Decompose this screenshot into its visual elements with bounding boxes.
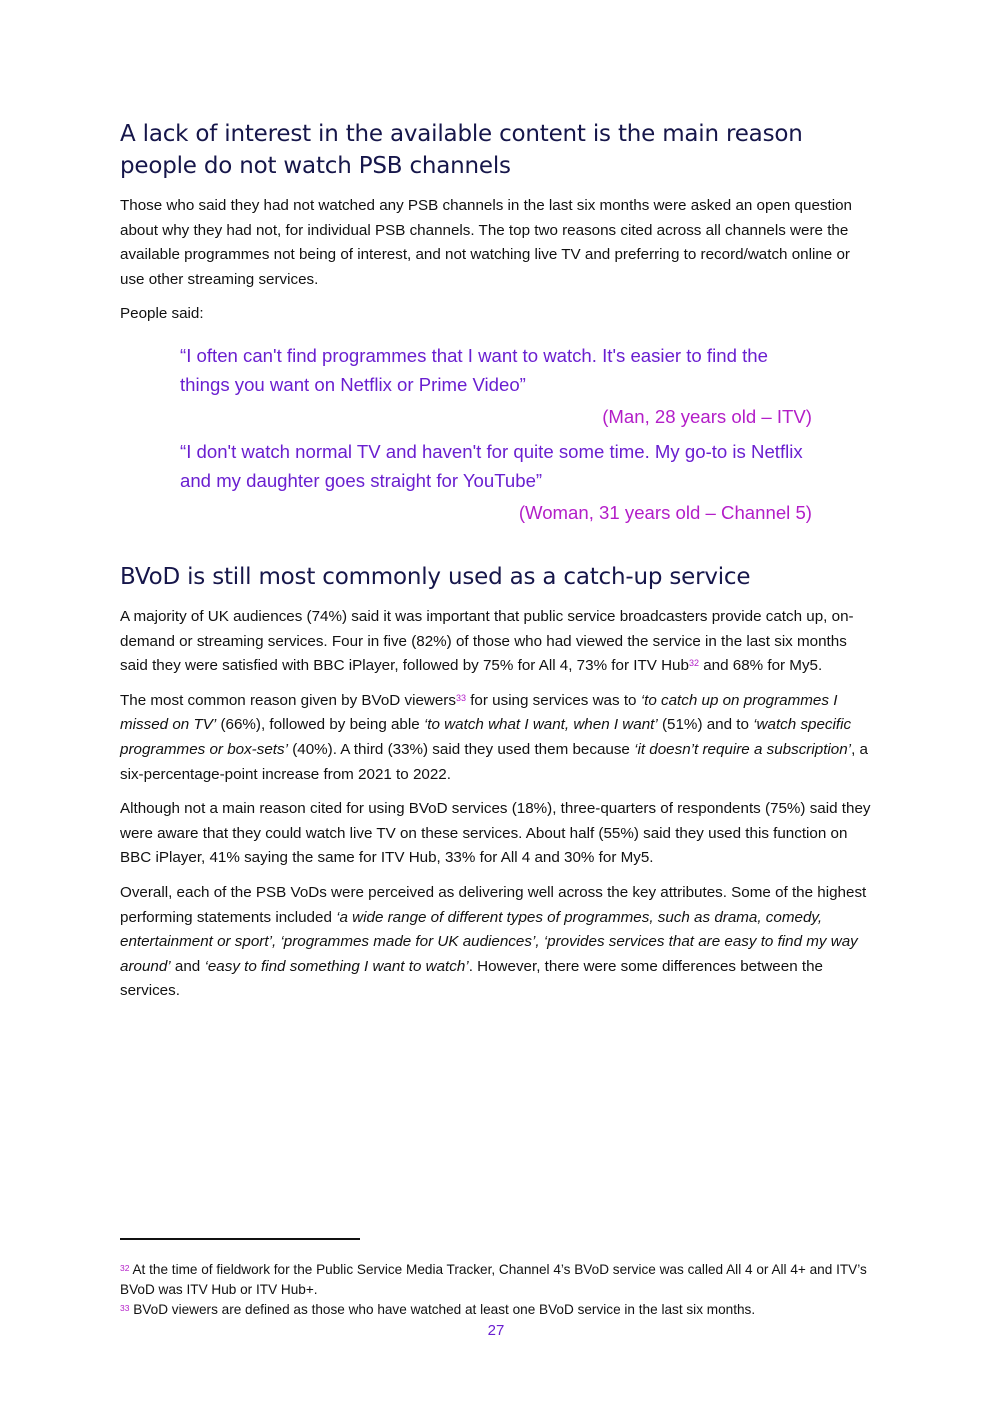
footnote-33	[120, 1300, 880, 1320]
text-run: for using services was to	[465, 691, 641, 709]
text-run: The most common reason given by BVoD viewers	[120, 691, 456, 709]
intro-paragraph: Those who said they had not watched any PSB channels in the last six months were asked an open question about why they had not, for individual PSB channels. The top two reasons cited across all channels were the available programmes not being of interest, and not watching live TV and preferring to record/watch online or use other streaming services.	[120, 197, 852, 288]
quote-attribution: (Woman, 31 years old – Channel 5)	[518, 501, 812, 523]
italic-run: ‘to watch what I want, when I want’	[423, 716, 658, 734]
text-run: , a six-percentage-point increase from 2021 to 2022.	[120, 740, 868, 783]
text-run: A majority of UK audiences (74%) said it was important that public service broadcasters provide catch up, on-demand or streaming services. Four in five (82%) of those who had viewed the service in the last six months said they were satisfied with BBC iPlayer, followed by 75% for All 4, 73% for ITV Hub	[120, 607, 854, 675]
paragraph-reasons	[120, 689, 872, 787]
footnote-number: 32	[120, 1263, 130, 1273]
italic-run: ‘it doesn’t require a subscription’	[634, 740, 852, 758]
paragraph-attributes	[120, 881, 872, 1004]
paragraph-importance	[120, 605, 872, 679]
text-run: (66%), followed by being able	[216, 716, 424, 734]
text-run: (40%). A third (33%) said they used them because	[287, 740, 635, 758]
footnote-32	[120, 1260, 880, 1300]
italic-run: ‘to catch up on programmes I missed on TV’	[120, 691, 838, 734]
section-heading-psb-interest: A lack of interest in the available content is the main reason people do not watch PSB channels	[120, 121, 803, 179]
footnote-text: BVoD viewers are defined as those who have watched at least one BVoD service in the last six months.	[129, 1302, 756, 1317]
footnote-text: At the time of fieldwork for the Public Service Media Tracker, Channel 4’s BVoD service was called All 4 or All 4+ and ITV’s BVoD was ITV Hub or ITV Hub+.	[120, 1262, 867, 1297]
text-run: and 68% for My5.	[698, 657, 823, 675]
italic-run: ‘a wide range of different types of programmes, such as drama, comedy, entertainment or sport’, ‘programmes made for UK audiences’, ‘provides services that are easy to find my way around’	[120, 908, 858, 975]
italic-run: ‘easy to find something I want to watch’	[204, 957, 469, 975]
text-run: . However, there were some differences between the services.	[120, 957, 823, 1000]
footnote-ref-33[interactable]: 33	[455, 692, 466, 703]
footnote-divider	[120, 1238, 360, 1240]
main-content	[120, 118, 872, 1014]
text-run: (51%) and to	[657, 716, 754, 734]
paragraph-live-tv: Although not a main reason cited for using BVoD services (18%), three-quarters of respondents (75%) said they were aware that they could watch live TV on these services. About half (55%) said they used this function on BBC iPlayer, 41% saying the same for ITV Hub, 33% for All 4 and 30% for My5.	[120, 800, 871, 867]
quote-text: “I don't watch normal TV and haven't for quite some time. My go-to is Netflix and my daughter goes straight for YouTube”	[180, 440, 803, 491]
text-run: Overall, each of the PSB VoDs were perceived as delivering well across the key attributes. Some of the highest performing statements included	[120, 883, 867, 926]
people-said-label: People said:	[120, 305, 204, 323]
section-heading-bvod: BVoD is still most commonly used as a catch-up service	[120, 563, 751, 590]
footnotes	[120, 1260, 880, 1320]
quote-text: “I often can't find programmes that I want to watch. It's easier to find the things you want on Netflix or Prime Video”	[180, 344, 768, 395]
quote-block	[180, 341, 812, 431]
footnote-number: 33	[120, 1303, 130, 1313]
text-run: and	[170, 957, 205, 975]
quote-attribution: (Man, 28 years old – ITV)	[602, 405, 812, 427]
footnote-ref-32[interactable]: 32	[688, 658, 699, 669]
page-number: 27	[487, 1322, 505, 1339]
quote-block	[180, 437, 812, 527]
italic-run: ‘watch specific programmes or box-sets’	[120, 716, 852, 758]
